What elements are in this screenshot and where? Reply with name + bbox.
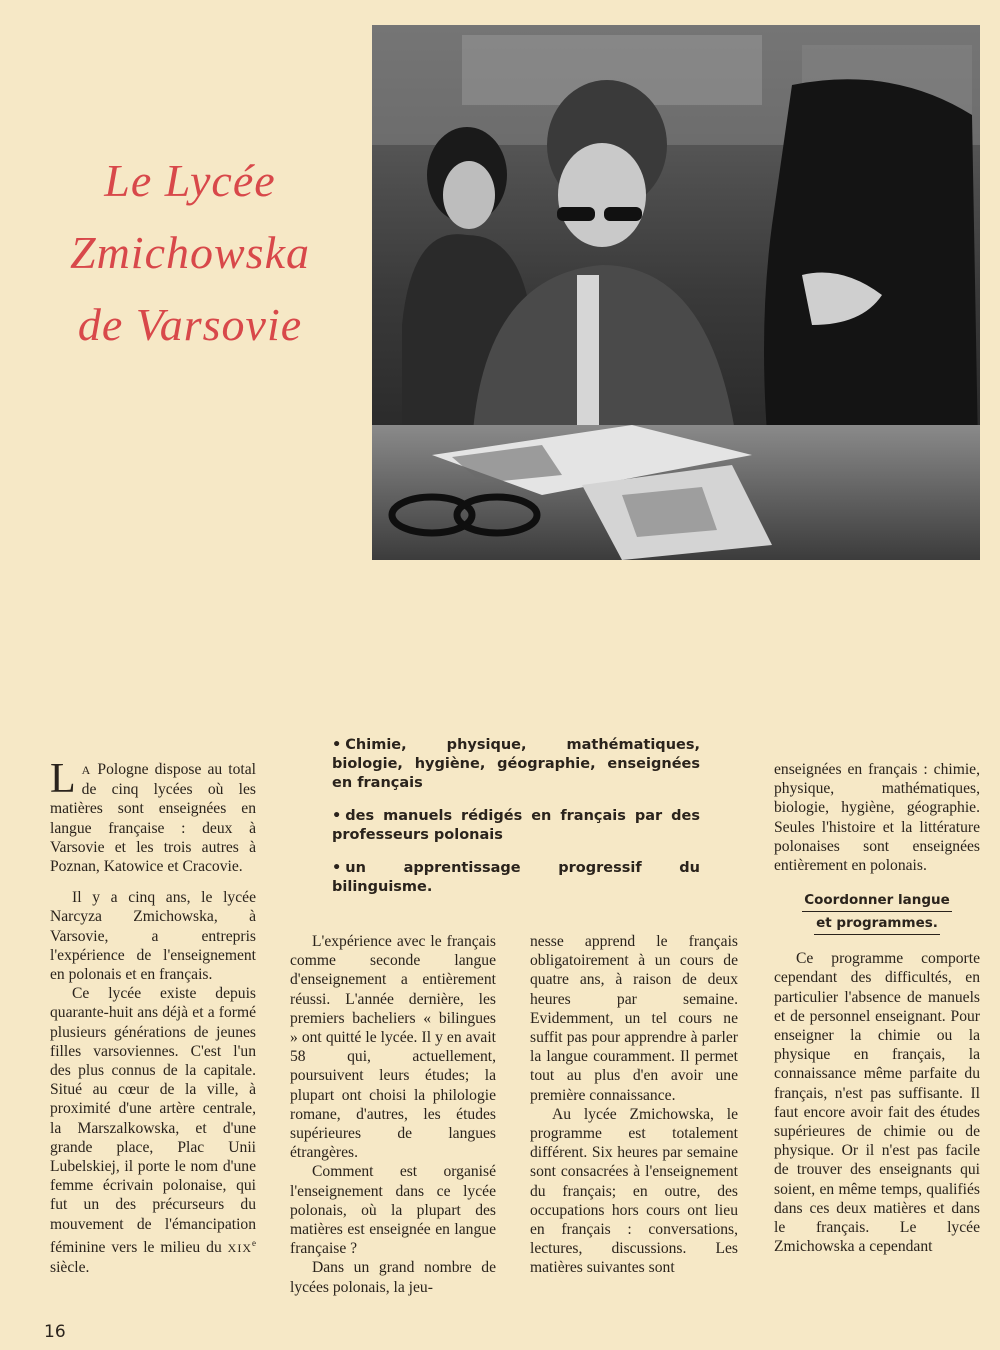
article-column-4	[774, 760, 980, 1256]
key-point-text: un apprentissage progressif du bilinguisme.	[332, 860, 700, 895]
bullet-icon: •	[332, 737, 342, 753]
section-subheading	[774, 889, 980, 935]
col1-paragraph-3	[50, 984, 256, 1277]
intro-text: Pologne dispose au total de cinq lycées où les matières sont enseignées en langue française : deux à Varsovie et les trois autres à Poznan, Katowice et Cracovie.	[50, 761, 256, 876]
key-point-text: des manuels rédigés en français par des professeurs polonais	[332, 808, 700, 843]
key-point	[332, 807, 700, 845]
classroom-photo-illustration	[372, 25, 980, 560]
title-line-3: de Varsovie	[77, 299, 303, 350]
article-column-2	[290, 932, 496, 1297]
century-superscript: e	[252, 1237, 256, 1248]
intro-paragraph	[50, 756, 256, 876]
century-numeral: XIX	[227, 1241, 252, 1256]
col2-paragraph-1: L'expérience avec le français comme seconde langue d'enseignement a entièrement réussi. L'année dernière, les premiers bacheliers « bilingues » ont quitté le lycée. Il y en avait 58 qui, actuellement, poursuivent leurs études; la plupart ont choisi la philologie romane, d'autres, les études supérieures de langues étrangères.	[290, 933, 496, 1162]
drop-cap: L	[50, 756, 76, 802]
col3-paragraph-1: nesse apprend le français obligatoirement à un cours de quatre ans, à raison de deux heures par semaine. Evidemment, un tel cours ne suffit pas pour apprendre à parler la langue couramment. Il permet tout au plus d'en avoir une première connaissance.	[530, 933, 738, 1104]
key-points-list	[332, 736, 700, 911]
col4-paragraph-1: enseignées en français : chimie, physique, mathématiques, biologie, hygiène, géographie. Seules l'histoire et la littérature polonaises sont enseignées entièrement en polonais.	[774, 761, 980, 875]
col2-paragraph-3: Dans un grand nombre de lycées polonais, la jeu-	[290, 1259, 496, 1296]
key-point-text: Chimie, physique, mathématiques, biologie, hygiène, géographie, enseignées en français	[332, 737, 700, 791]
col4-paragraph-2: Ce programme comporte cependant des difficultés, en particulier l'absence de manuels et de personnel enseignant. Pour enseigner la chimie ou la physique en français, la connaissance même parfaite du français, n'est pas suffisante. Il faut encore avoir fait des études supérieures de chimie ou de physique. Or il n'est pas facile de trouver des enseignants qui soient, en même temps, qualifiés dans ces deux matières et dans le français. Le lycée Zmichowska a cependant	[774, 950, 980, 1256]
classroom-photo	[372, 25, 980, 560]
bullet-icon: •	[332, 860, 342, 876]
article-title	[40, 145, 340, 361]
subheading-line-1: Coordonner langue	[802, 889, 952, 912]
key-point	[332, 859, 700, 897]
intro-small-caps: A	[81, 763, 92, 777]
col2-paragraph-2: Comment est organisé l'enseignement dans ce lycée polonais, où la plupart des matières est enseignée en langue française ?	[290, 1163, 496, 1258]
key-point	[332, 736, 700, 793]
col1-paragraph-3-text: Ce lycée existe depuis quarante-huit ans déjà et a formé plusieurs générations de jeunes filles varsoviennes. C'est l'un des plus connus de la capitale. Situé au cœur de la ville, à proximité d'une artère centrale, la Marszalkowska, et d'une grande place, Plac Unii Lubelskiej, il porte le nom d'une femme écrivain polonaise, qui fut un des précurseurs du mouvement de l'émancipation féminine vers le milieu du	[50, 985, 256, 1257]
title-line-2: Zmichowska	[70, 227, 310, 278]
col3-paragraph-2: Au lycée Zmichowska, le programme est totalement différent. Six heures par semaine sont consacrées à l'enseignement du français; en outre, des occupations hors cours ont lieu en français : conversations, lectures, discussions. Les matières suivantes sont	[530, 1105, 738, 1277]
col1-paragraph-3-end: siècle.	[50, 1259, 90, 1277]
subheading-line-2: et programmes.	[814, 912, 940, 935]
col1-paragraph-2: Il y a cinq ans, le lycée Narcyza Zmichowska, à Varsovie, a entrepris l'expérience de l'enseignement en polonais et en français.	[50, 889, 256, 984]
bullet-icon: •	[332, 808, 342, 824]
title-line-1: Le Lycée	[104, 155, 276, 206]
article-column-3	[530, 932, 738, 1278]
article-column-1	[50, 756, 256, 1277]
page-number: 16	[44, 1322, 66, 1342]
